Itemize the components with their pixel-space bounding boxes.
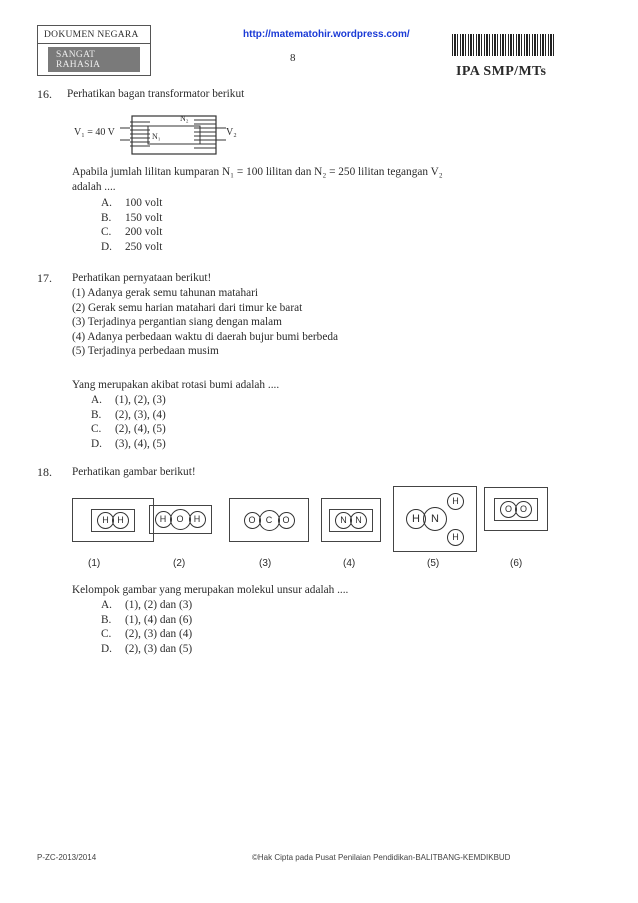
molecule-5-inner (400, 491, 470, 547)
atom: N (335, 512, 352, 529)
q16-option-c[interactable]: C. 200 volt (101, 226, 163, 239)
subject-title: IPA SMP/MTs (456, 64, 547, 79)
stamp-top: DOKUMEN NEGARA (38, 26, 150, 44)
q16-prompt: Perhatikan bagan transformator berikut (67, 88, 245, 100)
q16-options (101, 196, 162, 254)
q17-option-b[interactable]: B. (2), (3), (4) (91, 408, 166, 421)
q18-options (101, 598, 192, 656)
molecule-caption: (6) (510, 558, 523, 569)
n1-label: N₁ (152, 132, 161, 141)
molecule-3-inner (239, 508, 300, 533)
q18-option-a[interactable]: A. (1), (2) dan (3) (101, 599, 193, 611)
q18-option-c[interactable]: C. (2), (3) dan (4) (101, 628, 193, 641)
q17-statement: (3) Terjadinya pergantian siang dengan malam (72, 316, 282, 328)
transformer-diagram (74, 110, 238, 160)
q17-statement: (2) Gerak semu harian matahari dari timur ke barat (72, 301, 303, 314)
atom: O (278, 512, 295, 529)
atom: H (406, 509, 426, 529)
q17-options (91, 393, 166, 451)
molecule-caption: (5) (427, 558, 440, 569)
atom: N (350, 512, 367, 529)
q16-option-d[interactable]: D. 250 volt (101, 240, 163, 253)
molecule-caption: (2) (173, 558, 186, 569)
v1-label: V₁ = 40 V (74, 127, 115, 138)
atom: O (500, 501, 517, 518)
atom: O (244, 512, 261, 529)
molecule-caption: (4) (343, 558, 356, 569)
q18-option-b[interactable]: B. (1), (4) dan (6) (101, 613, 193, 626)
footer-copyright: ©Hak Cipta pada Pusat Penilaian Pendidikan-BALITBANG-KEMDIKBUD (252, 853, 511, 862)
atom: H (189, 511, 206, 528)
v2-label: V₂ (226, 127, 237, 138)
q16-question-line1: Apabila jumlah lilitan kumparan N₁ = 100 lilitan dan N₂ = 250 lilitan tegangan V₂ (72, 166, 443, 178)
atom: N (423, 507, 447, 531)
q16-option-a[interactable]: A. 100 volt (101, 197, 163, 209)
q17-number: 17. (37, 271, 52, 285)
q18-prompt: Perhatikan gambar berikut! (72, 466, 196, 478)
molecule-5 (393, 486, 477, 552)
molecule-2 (145, 498, 215, 540)
molecule-caption: (1) (88, 558, 101, 569)
q17-question: Yang merupakan akibat rotasi bumi adalah .... (72, 379, 280, 391)
q16-question (72, 165, 572, 194)
document-stamp (37, 25, 151, 76)
q17-statements (72, 286, 338, 359)
atom: H (447, 493, 464, 510)
q17-statement: (4) Adanya perbedaan waktu di daerah bujur bumi berbeda (72, 330, 339, 343)
stamp-bottom: SANGAT RAHASIA (48, 47, 140, 72)
source-url: http://matematohir.wordpress.com/ (243, 29, 410, 40)
atom: H (447, 529, 464, 546)
molecule-4 (321, 498, 381, 542)
atom: O (515, 501, 532, 518)
molecule-4-inner (329, 509, 373, 532)
molecule-6-inner (494, 498, 538, 521)
q17-option-d[interactable]: D. (3), (4), (5) (91, 437, 166, 450)
molecule-caption: (3) (259, 558, 272, 569)
q18-question: Kelompok gambar yang merupakan molekul unsur adalah .... (72, 584, 349, 596)
q17-statement: (1) Adanya gerak semu tahunan matahari (72, 287, 259, 299)
atom: C (259, 510, 280, 531)
q16-option-b[interactable]: B. 150 volt (101, 211, 163, 224)
molecule-6 (484, 487, 548, 531)
molecule-1 (72, 498, 154, 542)
molecule-1-inner (91, 509, 135, 532)
q18-number: 18. (37, 465, 52, 479)
q17-statement: (5) Terjadinya perbedaan musim (72, 345, 219, 357)
q17-option-a[interactable]: A. (1), (2), (3) (91, 394, 166, 406)
molecule-2-inner (149, 505, 212, 534)
molecule-3 (229, 498, 309, 542)
q18-option-d[interactable]: D. (2), (3) dan (5) (101, 642, 193, 655)
atom: O (170, 509, 191, 530)
q17-option-c[interactable]: C. (2), (4), (5) (91, 423, 166, 436)
atom: H (112, 512, 129, 529)
barcode-image (452, 34, 554, 56)
footer-code: P-ZC-2013/2014 (37, 853, 97, 862)
page-number: 8 (290, 52, 296, 64)
q16-question-line2: adalah .... (72, 180, 116, 193)
atom: H (97, 512, 114, 529)
q16-number: 16. (37, 87, 52, 101)
q17-prompt: Perhatikan pernyataan berikut! (72, 272, 212, 284)
atom: H (155, 511, 172, 528)
n2-label: N₂ (180, 114, 189, 123)
